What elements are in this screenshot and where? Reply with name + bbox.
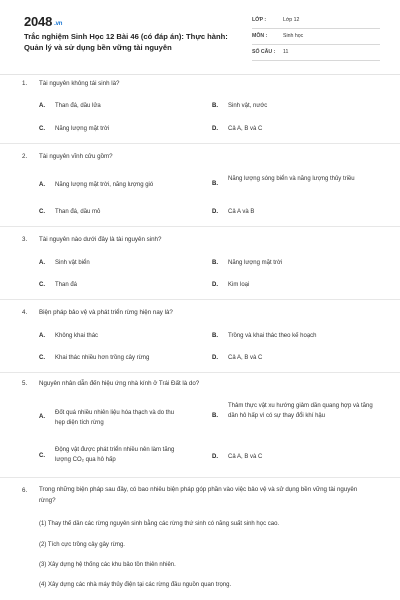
question-text: Trong những biện pháp sau đây, có bao nhiêu biện pháp góp phần vào việc bảo vệ và sử dụng bền vững tài nguyên rừng? xyxy=(39,486,358,504)
question-number: 3. xyxy=(22,236,28,243)
option-text: Năng lượng mặt trời, năng lượng gió xyxy=(55,182,154,188)
meta-value-subject: Sinh học xyxy=(283,33,304,39)
option-text: Năng lượng mặt trời xyxy=(55,126,110,132)
question-text: Tài nguyên vĩnh cửu gồm? xyxy=(39,153,113,160)
question-text: Tài nguyên nào dưới đây là tài nguyên sinh? xyxy=(39,236,162,243)
option-text: Cả A, B và C xyxy=(228,126,263,132)
question-text: Biện pháp bảo vệ và phát triển rừng hiện nay là? xyxy=(39,309,173,316)
meta-row-class xyxy=(252,15,380,29)
option-letter: B. xyxy=(212,413,218,419)
meta-label-class: LỚP : xyxy=(252,17,267,23)
option-text: Cả A và B xyxy=(228,209,255,215)
option-text: Trồng và khai thác theo kế hoạch xyxy=(228,333,317,339)
statement-4: (4) Xây dựng các nhà máy thủy điện tại các rừng đầu nguồn quan trọng. xyxy=(39,582,232,588)
option-text: Sinh vật biển xyxy=(55,260,90,266)
option-text: Không khai thác xyxy=(55,333,99,339)
header-divider xyxy=(0,74,400,75)
option-text: Kim loại xyxy=(228,282,250,288)
option-letter: A. xyxy=(39,414,45,420)
option-letter: A. xyxy=(39,260,45,266)
option-letter: A. xyxy=(39,182,45,188)
meta-label-subject: MÔN : xyxy=(252,33,268,39)
option-letter: B. xyxy=(212,333,218,339)
option-text: Động vật được phát triển nhiều nên làm tăng lượng CO₂ qua hô hấp xyxy=(55,447,175,463)
question-number: 1. xyxy=(22,80,28,87)
option-text: Cả A, B và C xyxy=(228,355,263,361)
meta-value-count: 11 xyxy=(283,49,289,55)
question-text: Nguyên nhân dẫn đến hiệu ứng nhà kính ở Trái Đất là do? xyxy=(39,380,200,387)
meta-row-count xyxy=(252,47,380,61)
question-number: 4. xyxy=(22,309,28,316)
logo-text: 2048 xyxy=(24,14,53,29)
meta-row-subject xyxy=(252,31,380,45)
document-header xyxy=(0,0,400,72)
option-letter: D. xyxy=(212,126,218,132)
option-text: Cả A, B và C xyxy=(228,454,263,460)
site-logo[interactable] xyxy=(24,14,62,29)
option-text: Than đá, dầu lửa xyxy=(55,103,101,109)
question-text: Tài nguyên không tái sinh là? xyxy=(39,80,120,87)
meta-label-count: SỐ CÂU : xyxy=(252,49,276,55)
option-letter: C. xyxy=(39,282,45,288)
meta-value-class: Lớp 12 xyxy=(283,17,300,23)
logo-suffix: .vn xyxy=(54,21,63,27)
document-title: Trắc nghiệm Sinh Học 12 Bài 46 (có đáp án): Thực hành: Quản lý và sử dụng bền vững tài nguyên xyxy=(24,32,228,52)
statement-3: (3) Xây dựng hệ thống các khu bảo tồn thiên nhiên. xyxy=(39,562,176,568)
statement-2: (2) Tích cực trồng cây gây rừng. xyxy=(39,542,125,548)
option-text: Than đá xyxy=(55,282,78,288)
option-letter: D. xyxy=(212,454,218,460)
option-letter: C. xyxy=(39,453,45,459)
question-divider xyxy=(0,299,400,300)
option-letter: D. xyxy=(212,209,218,215)
document-meta xyxy=(252,15,380,63)
question-divider xyxy=(0,143,400,144)
question-number: 2. xyxy=(22,153,28,160)
question-number: 6. xyxy=(22,487,28,494)
option-letter: A. xyxy=(39,103,45,109)
option-text: Năng lượng sóng biển và năng lượng thủy triều xyxy=(228,176,355,182)
option-letter: B. xyxy=(212,103,218,109)
question-divider xyxy=(0,226,400,227)
option-letter: C. xyxy=(39,126,45,132)
question-divider xyxy=(0,477,400,478)
option-text: Sinh vật, nước xyxy=(228,103,268,109)
option-letter: C. xyxy=(39,355,45,361)
option-letter: D. xyxy=(212,282,218,288)
option-letter: A. xyxy=(39,333,45,339)
option-text: Khai thác nhiều hơn trồng cây rừng xyxy=(55,355,150,361)
option-letter: B. xyxy=(212,181,218,187)
statement-1: (1) Thay thế dần các rừng nguyên sinh bằng các rừng thứ sinh có năng suất sinh học cao. xyxy=(39,521,280,527)
option-letter: B. xyxy=(212,260,218,266)
option-letter: D. xyxy=(212,355,218,361)
option-text: Đốt quá nhiều nhiên liệu hóa thạch và do thu hẹp diện tích rừng xyxy=(55,410,175,426)
question-number: 5. xyxy=(22,380,28,387)
option-text: Năng lượng mặt trời xyxy=(228,260,283,266)
option-letter: C. xyxy=(39,209,45,215)
option-text: Than đá, dầu mỏ xyxy=(55,209,101,215)
question-divider xyxy=(0,372,400,373)
option-text: Thảm thực vật xu hướng giảm dần quang hợp và tăng dần hô hấp vì có sự thay đổi khí hậu xyxy=(228,403,373,419)
